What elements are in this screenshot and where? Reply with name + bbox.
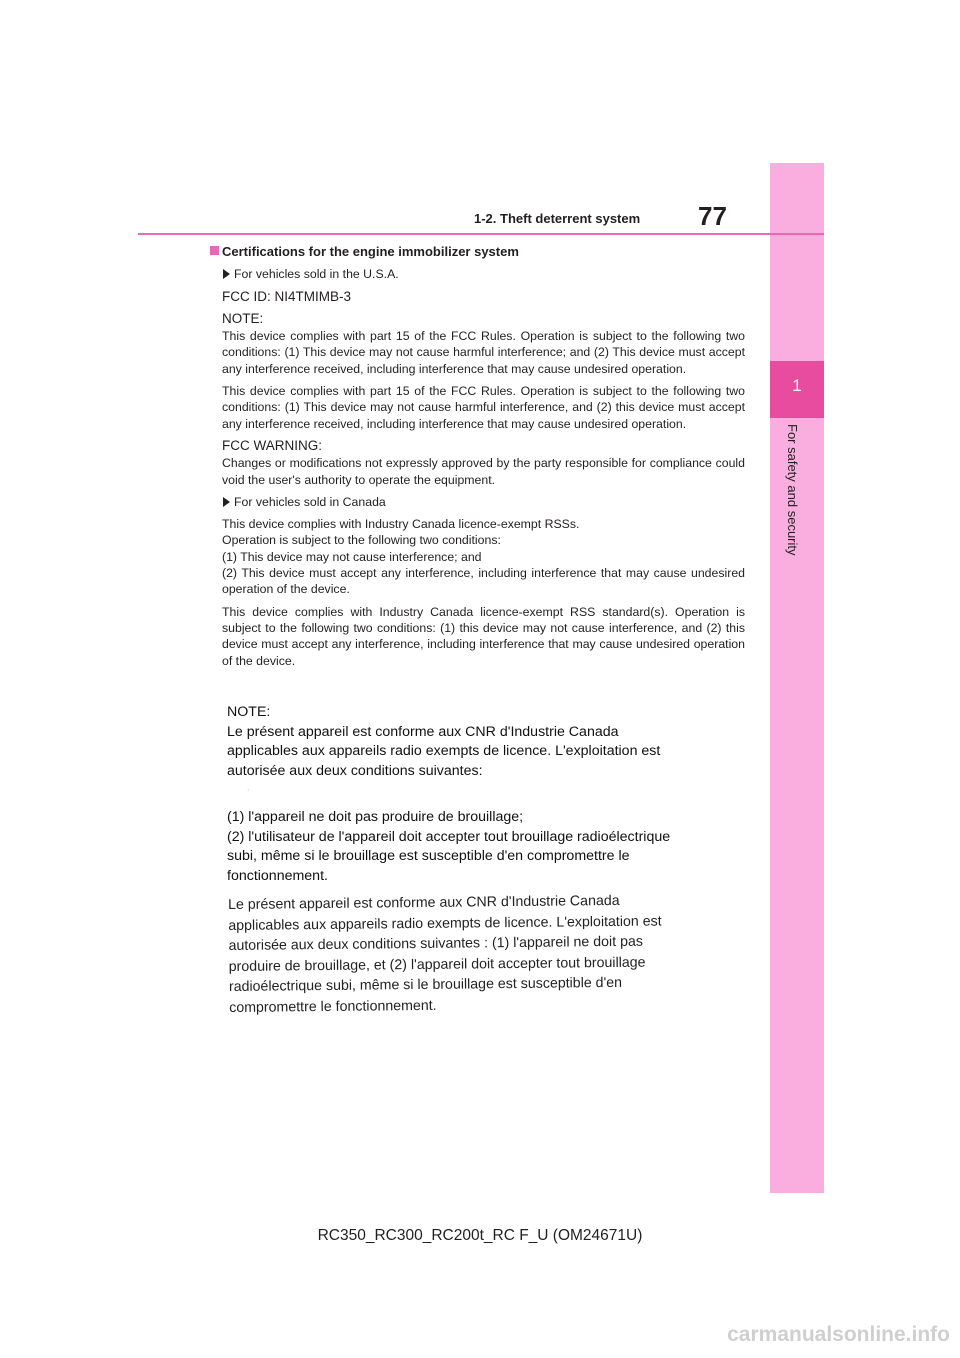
french-para-line: radioélectrique subi, même si le brouillage est susceptible d'en bbox=[228, 974, 623, 995]
header-divider bbox=[138, 233, 824, 235]
french-note-line: (2) l'utilisateur de l'appareil doit accepter tout brouillage radioélectrique bbox=[227, 828, 671, 845]
section-heading bbox=[222, 244, 745, 260]
french-note-line: fonctionnement. bbox=[227, 867, 328, 884]
note-text: This device complies with part 15 of the FCC Rules. Operation is subject to the following two conditions: (1) This device may not cause harmful interference; and (2) This device must accept any interference received, including interference that may cause undesired operation. bbox=[222, 329, 745, 376]
arrow-right-icon bbox=[223, 497, 230, 507]
fcc-warning bbox=[222, 438, 745, 488]
french-note-line: applicables aux appareils radio exempts de licence. L'exploitation est bbox=[227, 743, 661, 759]
stray-mark: · bbox=[247, 787, 250, 794]
fcc-note bbox=[222, 311, 745, 377]
fcc-id: FCC ID: NI4TMIMB-3 bbox=[222, 288, 352, 304]
arrow-right-icon bbox=[223, 269, 230, 279]
canada-conditions: This device complies with Industry Canada licence-exempt RSSs. Operation is subject to the following two conditions: (1) This device may not cause interference; and (2) This device must accept any interference, including interference that may cause undesired operation of the device. bbox=[222, 517, 745, 597]
french-note-line: subi, même si le brouillage est susceptible d'en compromettre le bbox=[227, 848, 630, 864]
french-para-line: Le présent appareil est conforme aux CNR d'Industrie Canada bbox=[228, 892, 620, 913]
fcc-paragraph: This device complies with part 15 of the FCC Rules. Operation is subject to the following two conditions: (1) This device may not cause harmful interference, and (2) this device must accept any interference received, including interference that may cause undesired operation. bbox=[222, 384, 745, 431]
french-note-line: Le présent appareil est conforme aux CNR d'Industrie Canada bbox=[227, 723, 619, 740]
french-note-line: (1) l'appareil ne doit pas produire de brouillage; bbox=[227, 809, 524, 825]
usa-subheading bbox=[234, 266, 745, 282]
canada-paragraph: This device complies with Industry Canada licence-exempt RSS standard(s). Operation is subject to the following two conditions: (1) this device may not cause interference, and (2) this device must accept any interference, including interference that may cause undesired operation of the device. bbox=[222, 604, 745, 668]
french-para-line: applicables aux appareils radio exempts de licence. L'exploitation est bbox=[228, 912, 662, 934]
french-note-line: autorisée aux deux conditions suivantes: bbox=[227, 762, 483, 779]
chapter-title: For safety and security bbox=[785, 424, 800, 556]
chapter-side-tab bbox=[770, 163, 824, 1193]
chapter-number: 1 bbox=[792, 376, 802, 395]
warning-label: FCC WARNING: bbox=[222, 437, 322, 453]
watermark: carmanualsonline.info bbox=[727, 1323, 950, 1346]
note-label: NOTE: bbox=[222, 310, 264, 326]
french-paragraph-block bbox=[228, 890, 729, 1018]
warning-text: Changes or modifications not expressly approved by the party responsible for compliance could void the user's authority to operate the equipment. bbox=[222, 456, 745, 487]
usa-label: For vehicles sold in the U.S.A. bbox=[234, 267, 399, 282]
square-bullet-icon bbox=[210, 246, 219, 255]
section-title: 1-2. Theft deterrent system bbox=[474, 211, 641, 226]
canada-subheading bbox=[234, 494, 745, 510]
french-note-block bbox=[227, 703, 737, 886]
canada-label: For vehicles sold in Canada bbox=[234, 494, 386, 509]
main-content bbox=[222, 244, 745, 675]
french-para-line: compromettre le fonctionnement. bbox=[229, 997, 437, 1016]
section-heading-text: Certifications for the engine immobilizer system bbox=[222, 244, 519, 259]
page-number: 77 bbox=[698, 201, 727, 231]
french-note-line: NOTE: bbox=[227, 704, 271, 720]
french-para-line: autorisée aux deux conditions suivantes : (1) l'appareil ne doit pas bbox=[228, 933, 644, 954]
french-para-line: produire de brouillage, et (2) l'appareil doit accepter tout brouillage bbox=[228, 954, 646, 975]
footer-model-code: RC350_RC300_RC200t_RC F_U (OM24671U) bbox=[317, 1227, 643, 1244]
